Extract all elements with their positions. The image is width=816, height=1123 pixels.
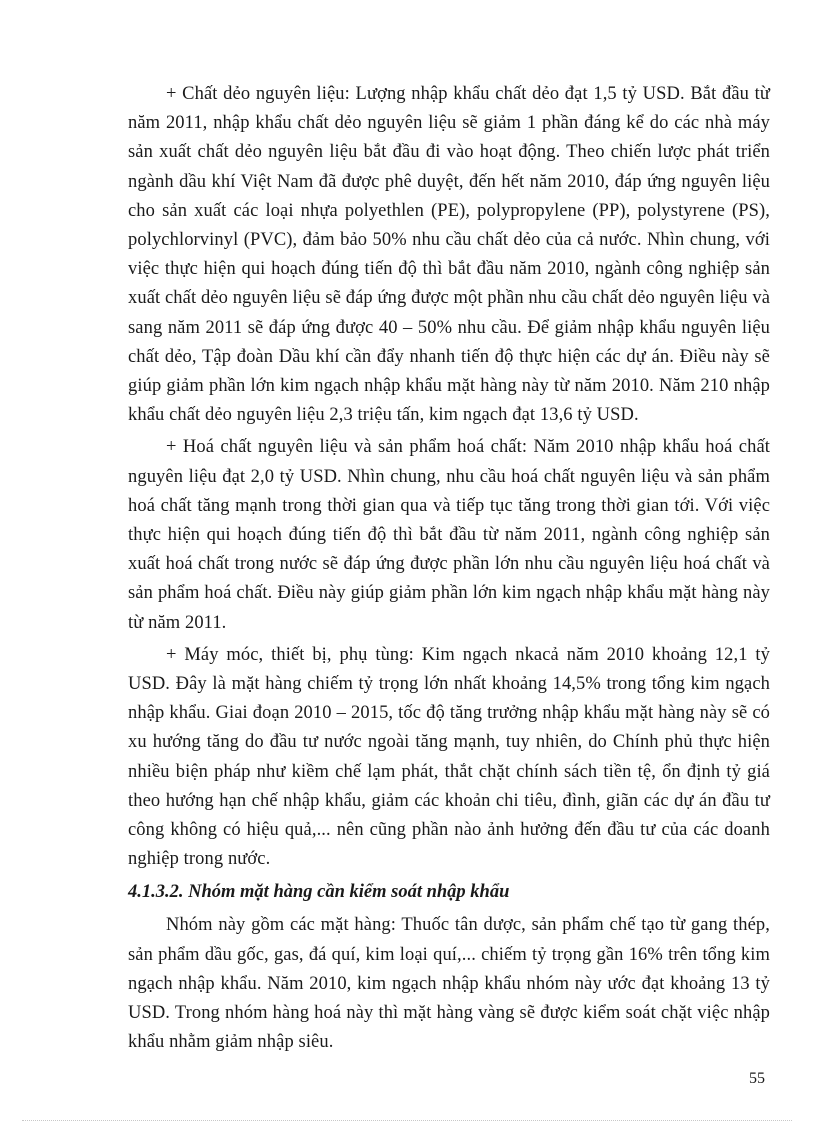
page-number: 55 <box>749 1070 765 1087</box>
paragraph-machinery: + Máy móc, thiết bị, phụ tùng: Kim ngạch nkacả năm 2010 khoảng 12,1 tỷ USD. Đây là mặt hàng chiếm tỷ trọng lớn nhất khoảng 14,5% trong tổng kim ngạch nhập khẩu. Giai đoạn 2010 – 2015, tốc độ tăng trưởng nhập khẩu mặt hàng này sẽ có xu hướng tăng do đầu tư nước ngoài tăng mạnh, tuy nhiên, do Chính phủ thực hiện nhiều biện pháp như kiềm chế lạm phát, thắt chặt chính sách tiền tệ, ổn định tỷ giá theo hướng hạn chế nhập khẩu, giảm các khoản chi tiêu, đình, giãn các dự án đầu tư công không có hiệu quả,... nên cũng phần nào ảnh hưởng đến đầu tư của các doanh nghiệp trong nước. <box>128 644 770 870</box>
section-heading: 4.1.3.2. Nhóm mặt hàng cần kiểm soát nhập khẩu <box>128 882 510 903</box>
paragraph-controlled-imports: Nhóm này gồm các mặt hàng: Thuốc tân dược, sản phẩm chế tạo từ gang thép, sản phẩm dầu gốc, gas, đá quí, kim loại quí,... chiếm tỷ trọng gần 16% trên tổng kim ngạch nhập khẩu. Năm 2010, kim ngạch nhập khẩu nhóm này ước đạt khoảng 13 tỷ USD. Trong nhóm hàng hoá này thì mặt hàng vàng sẽ được kiểm soát chặt việc nhập khẩu nhằm giảm nhập siêu. <box>128 915 770 1053</box>
paragraph-plastics: + Chất dẻo nguyên liệu: Lượng nhập khẩu chất dẻo đạt 1,5 tỷ USD. Bắt đầu từ năm 2011, nhập khẩu chất dẻo nguyên liệu sẽ giảm 1 phần đáng kể do các nhà máy sản xuất chất dẻo nguyên liệu bắt đầu đi vào hoạt động. Theo chiến lược phát triển ngành dầu khí Việt Nam đã được phê duyệt, đến hết năm 2010, đáp ứng nguyên liệu cho sản xuất các loại nhựa polyethlen (PE), polypropylene (PP), polystyrene (PS), polychlorvinyl (PVC), đảm bảo 50% nhu cầu chất dẻo của cả nước. Nhìn chung, với việc thực hiện qui hoạch đúng tiến độ thì bắt đầu năm 2010, ngành công nghiệp sản xuất chất dẻo nguyên liệu sẽ đáp ứng được một phần nhu cầu chất dẻo nguyên liệu và sang năm 2011 sẽ đáp ứng được 40 – 50% nhu cầu. Để giảm nhập khẩu nguyên liệu chất dẻo, Tập đoàn Dầu khí cần đẩy nhanh tiến độ thực hiện các dự án. Điều này sẽ giúp giảm phần lớn kim ngạch nhập khẩu mặt hàng này từ năm 2010. Năm 210 nhập khẩu chất dẻo nguyên liệu 2,3 triệu tấn, kim ngạch đạt 13,6 tỷ USD. <box>128 84 770 426</box>
body-text <box>128 80 770 1061</box>
paragraph-chemicals: + Hoá chất nguyên liệu và sản phẩm hoá chất: Năm 2010 nhập khẩu hoá chất nguyên liệu đạt 2,0 tỷ USD. Nhìn chung, nhu cầu hoá chất nguyên liệu và sản phẩm hoá chất tăng mạnh trong thời gian qua và tiếp tục tăng trong thời gian tới. Với việc thực hiện qui hoạch đúng tiến độ thì bắt đầu từ năm 2011, ngành công nghiệp sản xuất hoá chất trong nước sẽ đáp ứng được phần lớn nhu cầu nguyên liệu hoá chất và sản phẩm hoá chất. Điều này giúp giảm phần lớn kim ngạch nhập khẩu mặt hàng này từ năm 2011. <box>128 437 770 633</box>
footer-divider <box>22 1120 792 1121</box>
